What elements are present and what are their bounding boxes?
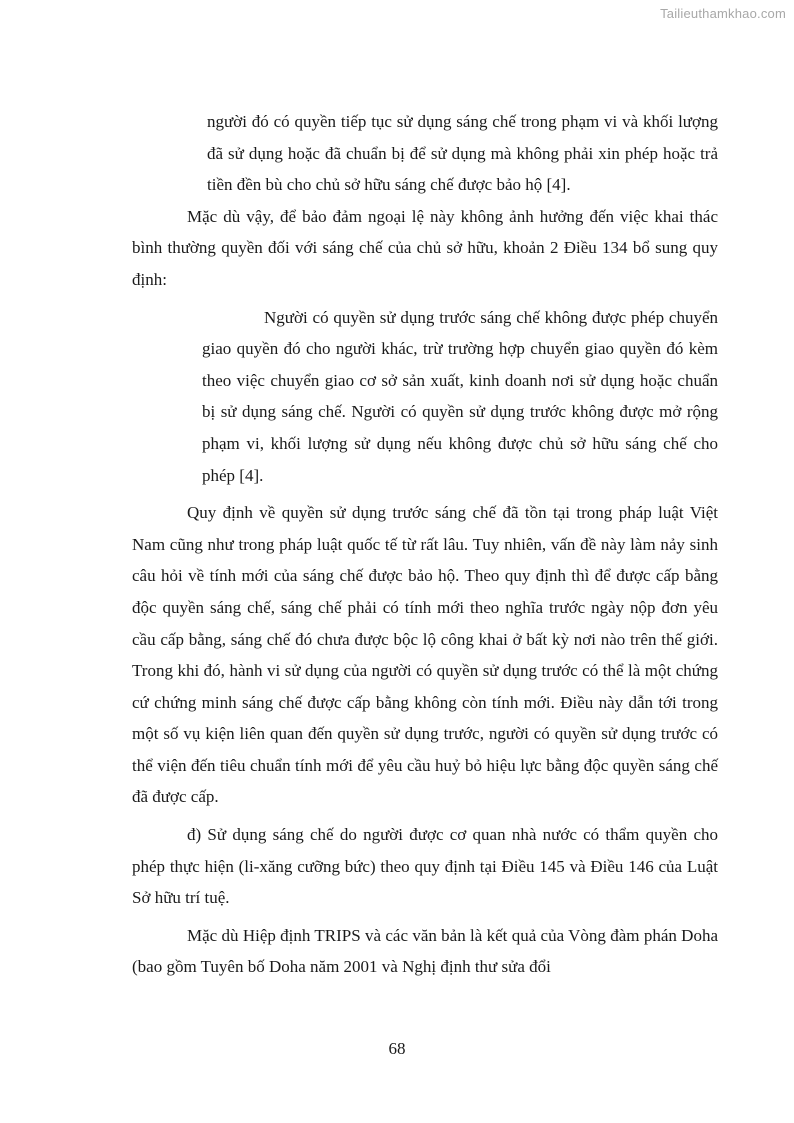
page-number: 68 (388, 1039, 406, 1058)
paragraph-supplement-provision: Mặc dù vậy, để bảo đảm ngoại lệ này không ảnh hưởng đến việc khai thác bình thường quyền đối với sáng chế của chủ sở hữu, khoản 2 Điều 134 bổ sung quy định: (132, 206, 718, 289)
paragraph-prior-use-novelty: Quy định về quyền sử dụng trước sáng chế đã tồn tại trong pháp luật Việt Nam cũng như trong pháp luật quốc tế từ rất lâu. Tuy nhiên, vấn đề này làm nảy sinh câu hỏi về tính mới của sáng chế được bảo hộ. Theo quy định thì để được cấp bằng độc quyền sáng chế, sáng chế phải có tính mới theo nghĩa trước ngày nộp đơn yêu cầu cấp bằng, sáng chế đó chưa được bộc lộ công khai ở bất kỳ nơi nào trên thế giới. Trong khi đó, hành vi sử dụng của người có quyền sử dụng trước có thể là một chứng cứ chứng minh sáng chế được cấp bằng không còn tính mới. Điều này dẫn tới trong một số vụ kiện liên quan đến quyền sử dụng trước, người có quyền sử dụng trước có thể viện đến tiêu chuẩn tính mới để yêu cầu huỷ bỏ hiệu lực bằng độc quyền sáng chế đã được cấp. (132, 503, 718, 807)
block-quote: Người có quyền sử dụng trước sáng chế không được phép chuyển giao quyền đó cho người khác, trừ trường hợp chuyển giao quyền đó kèm theo việc chuyển giao cơ sở sản xuất, kinh doanh nơi sử dụng hoặc chuẩn bị sử dụng sáng chế. Người có quyền sử dụng trước không được mở rộng phạm vi, khối lượng sử dụng nếu không được chủ sở hữu sáng chế cho phép [4]. (202, 307, 718, 485)
watermark-text: Tailieuthamkhao.com (660, 6, 786, 21)
paragraph-continuation: người đó có quyền tiếp tục sử dụng sáng chế trong phạm vi và khối lượng đã sử dụng hoặc đã chuẩn bị để sử dụng mà không phải xin phép hoặc trả tiền đền bù cho chủ sở hữu sáng chế được bảo hộ [4]. (207, 112, 718, 195)
paragraph-compulsory-license: đ) Sử dụng sáng chế do người được cơ quan nhà nước có thẩm quyền cho phép thực hiện (li-xăng cưỡng bức) theo quy định tại Điều 145 và Điều 146 của Luật Sở hữu trí tuệ. (132, 825, 718, 908)
document-body (132, 106, 718, 983)
paragraph-trips-doha: Mặc dù Hiệp định TRIPS và các văn bản là kết quả của Vòng đàm phán Doha (bao gồm Tuyên bố Doha năm 2001 và Nghị định thư sửa đổi (132, 925, 718, 977)
